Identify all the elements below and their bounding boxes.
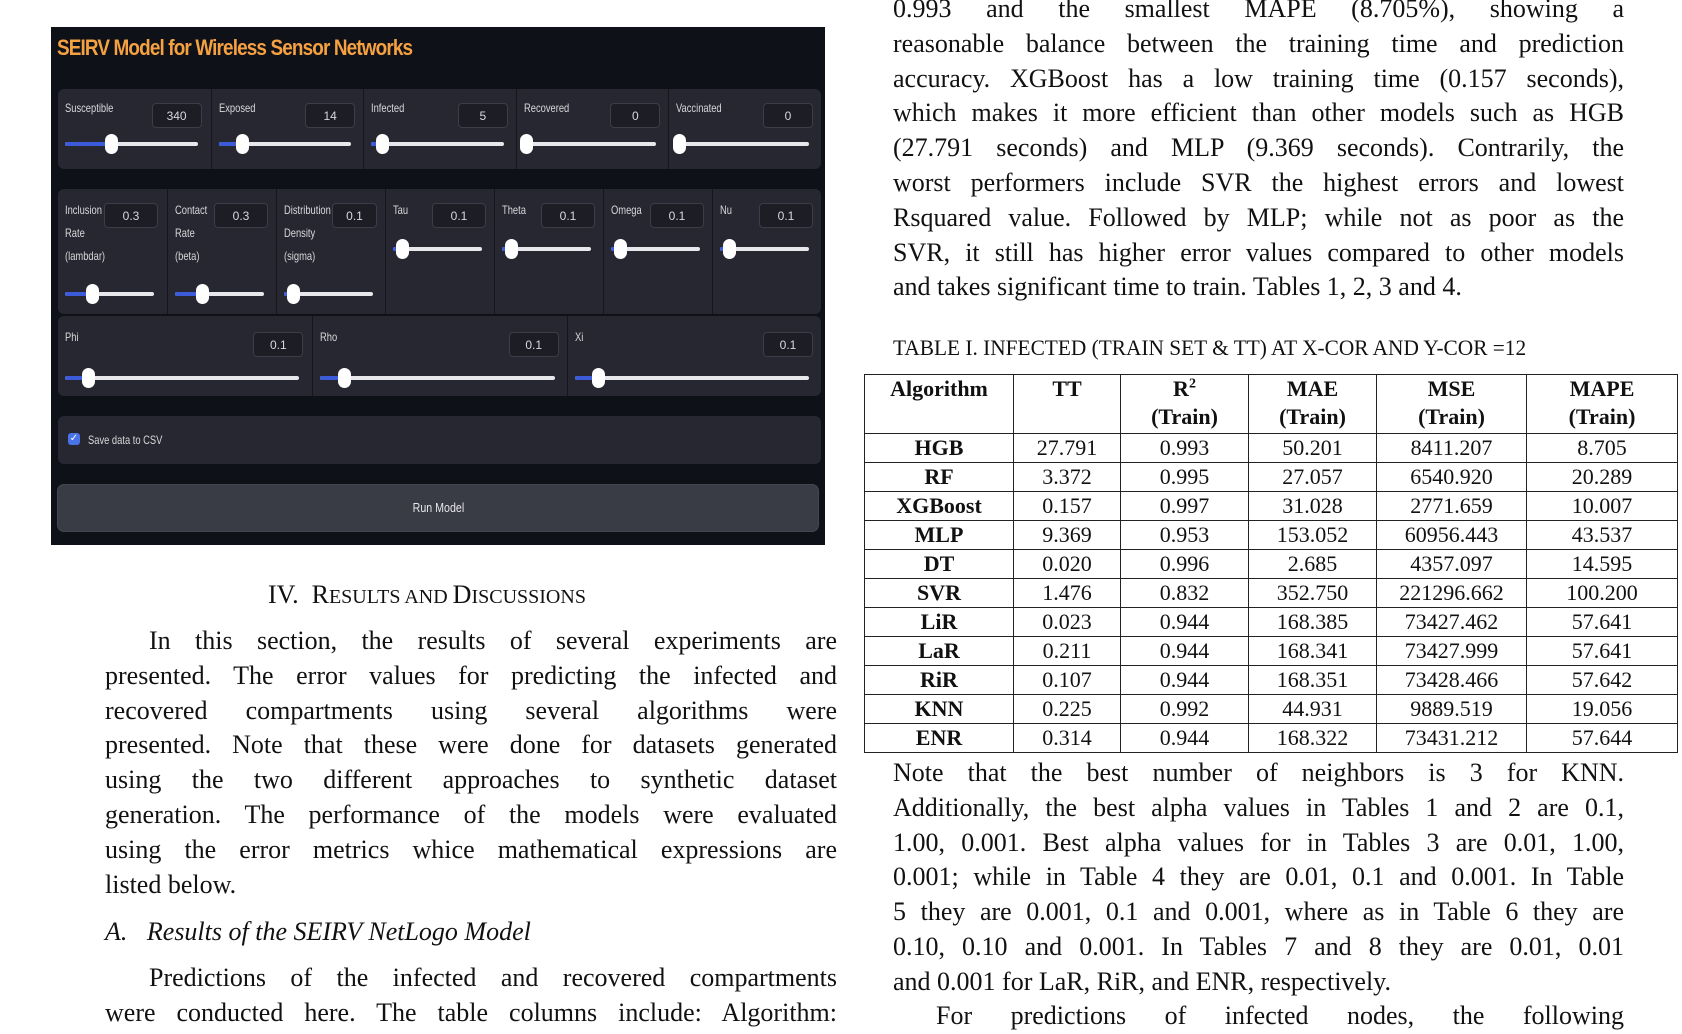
parameter-label: (lambdar) bbox=[65, 249, 106, 263]
algorithm-cell: ENR bbox=[865, 724, 1014, 753]
value-cell: 8.705 bbox=[1527, 434, 1678, 463]
distribution-slider[interactable] bbox=[284, 292, 373, 296]
algorithm-cell: DT bbox=[865, 550, 1014, 579]
parameter-label: Nu bbox=[720, 203, 732, 217]
theta-input[interactable]: 0.1 bbox=[541, 203, 595, 228]
save-csv-label: Save data to CSV bbox=[88, 433, 163, 447]
vaccinated-slider-thumb[interactable] bbox=[673, 134, 686, 154]
table-row bbox=[865, 463, 1678, 492]
parameter-theta bbox=[494, 189, 604, 314]
value-cell: 0.993 bbox=[1121, 434, 1249, 463]
inclusion-input[interactable]: 0.3 bbox=[104, 203, 158, 228]
paragraph-line: Predictions of the infected and recovered compartments bbox=[149, 963, 837, 992]
value-cell: 50.201 bbox=[1249, 434, 1377, 463]
table-caption: TABLE I. INFECTED (TRAIN SET & TT) AT X-COR AND Y-COR =12 bbox=[893, 335, 1527, 360]
column-header-subtitle: (Train) bbox=[1568, 404, 1636, 429]
algorithm-cell: LiR bbox=[865, 608, 1014, 637]
paragraph-line: listed below. bbox=[105, 869, 237, 899]
table-row bbox=[865, 695, 1678, 724]
omega-slider-thumb[interactable] bbox=[614, 239, 627, 259]
compartment-susceptible bbox=[58, 89, 211, 169]
paragraph-line: reasonable balance between the training time and prediction bbox=[893, 28, 1624, 58]
value-cell: 57.642 bbox=[1527, 666, 1678, 695]
intro-paragraph bbox=[105, 624, 837, 902]
column-header-title: MSE bbox=[1427, 376, 1476, 401]
vaccinated-slider[interactable] bbox=[676, 142, 809, 146]
paragraph-line: 0.001; while in Table 4 they are 0.01, 0.1 and 0.001. In Table bbox=[893, 862, 1624, 892]
secondary-parameter-panel bbox=[58, 316, 821, 396]
xi-input[interactable]: 0.1 bbox=[763, 332, 813, 357]
paragraph-line: SVR, it still has higher error values compared to other models bbox=[893, 237, 1624, 267]
compartment-label: Recovered bbox=[523, 101, 570, 115]
alpha-values-paragraph bbox=[893, 756, 1624, 1000]
paragraph-line: and takes significant time to train. Tables 1, 2, 3 and 4. bbox=[893, 272, 1462, 302]
compartment-recovered bbox=[516, 89, 670, 169]
rho-slider-thumb[interactable] bbox=[338, 368, 351, 388]
compartment-label: Exposed bbox=[218, 101, 256, 115]
value-cell: 43.537 bbox=[1527, 521, 1678, 550]
susceptible-slider[interactable] bbox=[65, 142, 198, 146]
compartment-vaccinated bbox=[668, 89, 822, 169]
section-heading bbox=[268, 580, 586, 610]
algorithm-cell: MLP bbox=[865, 521, 1014, 550]
value-cell: 9889.519 bbox=[1377, 695, 1527, 724]
contact-slider-thumb[interactable] bbox=[196, 284, 209, 304]
section-title-part: D bbox=[452, 580, 472, 609]
compartment-exposed bbox=[211, 89, 365, 169]
parameter-nu bbox=[712, 189, 822, 314]
results-table bbox=[864, 374, 1678, 753]
value-cell: 73427.999 bbox=[1377, 637, 1527, 666]
parameter-distribution bbox=[276, 189, 386, 314]
value-cell: 60956.443 bbox=[1377, 521, 1527, 550]
susceptible-slider-thumb[interactable] bbox=[105, 134, 118, 154]
tau-slider[interactable] bbox=[393, 247, 482, 251]
value-cell: 352.750 bbox=[1249, 579, 1377, 608]
value-cell: 73431.212 bbox=[1377, 724, 1527, 753]
paragraph-line: 0.993 and the smallest MAPE (8.705%), showing a bbox=[893, 0, 1624, 23]
value-cell: 0.211 bbox=[1014, 637, 1121, 666]
value-cell: 44.931 bbox=[1249, 695, 1377, 724]
vaccinated-input[interactable]: 0 bbox=[763, 103, 813, 128]
parameter-contact bbox=[167, 189, 277, 314]
value-cell: 8411.207 bbox=[1377, 434, 1527, 463]
value-cell: 0.944 bbox=[1121, 724, 1249, 753]
paragraph-line: generation. The performance of the models were evaluated bbox=[105, 799, 837, 829]
paragraph-line: (27.791 seconds) and MLP (9.369 seconds). Contrarily, the bbox=[893, 133, 1624, 163]
value-cell: 0.996 bbox=[1121, 550, 1249, 579]
omega-input[interactable]: 0.1 bbox=[650, 203, 704, 228]
parameter-label: Rho bbox=[320, 330, 338, 344]
column-header-superscript: 2 bbox=[1188, 376, 1196, 392]
algorithm-cell: LaR bbox=[865, 637, 1014, 666]
paragraph-line: Additionally, the best alpha values in Tables 1 and 2 are 0.1, bbox=[893, 792, 1624, 822]
algorithm-cell: KNN bbox=[865, 695, 1014, 724]
parameter-phi bbox=[58, 316, 312, 396]
value-cell: 31.028 bbox=[1249, 492, 1377, 521]
results-paragraph bbox=[105, 961, 837, 1031]
save-csv-checkbox[interactable]: ✓ bbox=[69, 433, 79, 444]
paragraph-line: Note that the best number of neighbors is 3 for KNN. bbox=[893, 758, 1624, 787]
table-row bbox=[865, 434, 1678, 463]
algorithm-cell: SVR bbox=[865, 579, 1014, 608]
algorithm-cell: HGB bbox=[865, 434, 1014, 463]
infected-slider-thumb[interactable] bbox=[376, 134, 389, 154]
nu-slider[interactable] bbox=[720, 247, 809, 251]
value-cell: 9.369 bbox=[1014, 521, 1121, 550]
value-cell: 168.385 bbox=[1249, 608, 1377, 637]
recovered-slider-thumb[interactable] bbox=[520, 134, 533, 154]
parameter-label: Contact bbox=[175, 203, 208, 217]
parameter-panel bbox=[58, 189, 821, 314]
section-title-part: ESULTS AND bbox=[328, 586, 453, 608]
column-header-subtitle: (Train) bbox=[1151, 404, 1218, 429]
section-title-part: R bbox=[311, 580, 329, 609]
compartment-label: Vaccinated bbox=[676, 101, 723, 115]
value-cell: 3.372 bbox=[1014, 463, 1121, 492]
paragraph-line: using the error metrics whice mathematical expressions are bbox=[105, 834, 837, 864]
inclusion-slider-thumb[interactable] bbox=[86, 284, 99, 304]
table-header-row bbox=[865, 375, 1678, 434]
column-header bbox=[1377, 375, 1527, 434]
value-cell: 14.595 bbox=[1527, 550, 1678, 579]
parameter-tau bbox=[385, 189, 495, 314]
exposed-slider-thumb[interactable] bbox=[236, 134, 249, 154]
column-header bbox=[1014, 375, 1121, 434]
value-cell: 0.157 bbox=[1014, 492, 1121, 521]
phi-slider-thumb[interactable] bbox=[82, 368, 95, 388]
value-cell: 0.995 bbox=[1121, 463, 1249, 492]
section-title bbox=[312, 580, 586, 609]
exposed-slider[interactable] bbox=[219, 142, 352, 146]
value-cell: 0.107 bbox=[1014, 666, 1121, 695]
value-cell: 73427.462 bbox=[1377, 608, 1527, 637]
paragraph-line: which makes it more efficient than other models such as HGB bbox=[893, 98, 1624, 128]
seirv-app-screenshot bbox=[51, 27, 825, 545]
parameter-label: Omega bbox=[611, 203, 642, 217]
value-cell: 0.225 bbox=[1014, 695, 1121, 724]
subsection-label: A. bbox=[105, 917, 128, 946]
value-cell: 57.641 bbox=[1527, 608, 1678, 637]
section-title-part: ISCUSSIONS bbox=[471, 586, 586, 608]
value-cell: 2.685 bbox=[1249, 550, 1377, 579]
parameter-label: Distribution bbox=[284, 203, 331, 217]
compartment-panel bbox=[58, 89, 821, 169]
app-title: SEIRV Model for Wireless Sensor Networks bbox=[57, 35, 413, 60]
table-row bbox=[865, 550, 1678, 579]
value-cell: 20.289 bbox=[1527, 463, 1678, 492]
column-header bbox=[865, 375, 1014, 434]
parameter-omega bbox=[603, 189, 713, 314]
value-cell: 0.944 bbox=[1121, 637, 1249, 666]
column-header bbox=[1121, 375, 1249, 434]
paragraph-line: presented. The error values for predicting the infected and bbox=[105, 660, 837, 690]
value-cell: 57.641 bbox=[1527, 637, 1678, 666]
discussion-paragraph bbox=[893, 0, 1624, 305]
value-cell: 168.351 bbox=[1249, 666, 1377, 695]
value-cell: 57.644 bbox=[1527, 724, 1678, 753]
column-header-title: TT bbox=[1052, 376, 1082, 401]
subsection-heading bbox=[105, 917, 531, 947]
paragraph-line: worst performers include SVR the highest errors and lowest bbox=[893, 167, 1624, 197]
susceptible-input[interactable]: 340 bbox=[152, 103, 202, 128]
infected-input[interactable]: 5 bbox=[458, 103, 508, 128]
save-csv-panel bbox=[58, 416, 821, 464]
value-cell: 6540.920 bbox=[1377, 463, 1527, 492]
column-header-subtitle: (Train) bbox=[1279, 404, 1346, 429]
column-header bbox=[1249, 375, 1377, 434]
value-cell: 221296.662 bbox=[1377, 579, 1527, 608]
parameter-label: Tau bbox=[393, 203, 409, 217]
tau-input[interactable]: 0.1 bbox=[432, 203, 486, 228]
parameter-xi bbox=[567, 316, 822, 396]
value-cell: 0.832 bbox=[1121, 579, 1249, 608]
subsection-title: Results of the SEIRV NetLogo Model bbox=[146, 917, 531, 946]
contact-slider[interactable] bbox=[175, 292, 264, 296]
value-cell: 4357.097 bbox=[1377, 550, 1527, 579]
xi-slider-thumb[interactable] bbox=[592, 368, 605, 388]
contact-input[interactable]: 0.3 bbox=[214, 203, 268, 228]
table-row bbox=[865, 666, 1678, 695]
parameter-label: Density bbox=[284, 226, 316, 240]
nu-slider-thumb[interactable] bbox=[723, 239, 736, 259]
parameter-label: Rate bbox=[65, 226, 85, 240]
parameter-label: Theta bbox=[502, 203, 526, 217]
exposed-input[interactable]: 14 bbox=[305, 103, 355, 128]
phi-input[interactable]: 0.1 bbox=[253, 332, 303, 357]
column-header bbox=[1527, 375, 1678, 434]
parameter-label: Inclusion bbox=[65, 203, 102, 217]
value-cell: 168.341 bbox=[1249, 637, 1377, 666]
compartment-label: Infected bbox=[371, 101, 405, 115]
value-cell: 0.314 bbox=[1014, 724, 1121, 753]
paragraph-line: using the two different approaches to synthetic dataset bbox=[105, 765, 837, 795]
table-body bbox=[865, 434, 1678, 753]
phi-slider[interactable] bbox=[65, 376, 299, 380]
paragraph-line: were conducted here. The table columns include: Algorithm: bbox=[105, 997, 837, 1027]
parameter-label: Phi bbox=[65, 330, 79, 344]
value-cell: 0.992 bbox=[1121, 695, 1249, 724]
omega-slider[interactable] bbox=[611, 247, 700, 251]
parameter-label: (sigma) bbox=[284, 249, 316, 263]
table-row bbox=[865, 579, 1678, 608]
theta-slider-thumb[interactable] bbox=[505, 239, 518, 259]
compartment-label: Susceptible bbox=[65, 101, 114, 115]
column-header-title: MAPE bbox=[1569, 376, 1635, 401]
value-cell: 0.953 bbox=[1121, 521, 1249, 550]
algorithm-cell: RiR bbox=[865, 666, 1014, 695]
parameter-rho bbox=[312, 316, 567, 396]
value-cell: 0.944 bbox=[1121, 666, 1249, 695]
column-header-title: R bbox=[1173, 376, 1189, 401]
distribution-input[interactable]: 0.1 bbox=[332, 203, 377, 228]
value-cell: 168.322 bbox=[1249, 724, 1377, 753]
table-row bbox=[865, 521, 1678, 550]
value-cell: 73428.466 bbox=[1377, 666, 1527, 695]
value-cell: 153.052 bbox=[1249, 521, 1377, 550]
value-cell: 0.023 bbox=[1014, 608, 1121, 637]
paragraph-line: and 0.001 for LaR, RiR, and ENR, respectively. bbox=[893, 966, 1391, 996]
column-header-subtitle: (Train) bbox=[1418, 404, 1485, 429]
nu-input[interactable]: 0.1 bbox=[759, 203, 813, 228]
table-row bbox=[865, 637, 1678, 666]
column-header-title: MAE bbox=[1286, 376, 1339, 401]
section-number: IV. bbox=[268, 580, 299, 609]
infected-slider[interactable] bbox=[371, 142, 504, 146]
run-model-label: Run Model bbox=[412, 500, 464, 515]
compartment-infected bbox=[363, 89, 517, 169]
parameter-label: Xi bbox=[574, 330, 583, 344]
value-cell: 1.476 bbox=[1014, 579, 1121, 608]
value-cell: 27.791 bbox=[1014, 434, 1121, 463]
paragraph-line: Rsquared value. Followed by MLP; while not as poor as the bbox=[893, 202, 1624, 232]
paragraph-line: For predictions of infected nodes, the following bbox=[936, 1001, 1624, 1030]
value-cell: 19.056 bbox=[1527, 695, 1678, 724]
value-cell: 0.997 bbox=[1121, 492, 1249, 521]
recovered-slider[interactable] bbox=[524, 142, 657, 146]
paragraph-line: 0.10, 0.10 and 0.001. In Tables 7 and 8 they are 0.01, 0.01 bbox=[893, 931, 1624, 961]
rho-slider[interactable] bbox=[320, 376, 554, 380]
parameter-label: (beta) bbox=[175, 249, 200, 263]
inclusion-slider[interactable] bbox=[65, 292, 154, 296]
paragraph-line: recovered compartments using several algorithms were bbox=[105, 695, 837, 725]
column-header-title: Algorithm bbox=[890, 376, 988, 401]
paragraph-line: 1.00, 0.001. Best alpha values for in Tables 3 are 0.01, 1.00, bbox=[893, 827, 1624, 857]
value-cell: 100.200 bbox=[1527, 579, 1678, 608]
tau-slider-thumb[interactable] bbox=[396, 239, 409, 259]
paragraph-line: accuracy. XGBoost has a low training time (0.157 seconds), bbox=[893, 63, 1624, 93]
value-cell: 27.057 bbox=[1249, 463, 1377, 492]
value-cell: 2771.659 bbox=[1377, 492, 1527, 521]
algorithm-cell: RF bbox=[865, 463, 1014, 492]
paragraph-line: presented. Note that these were done for datasets generated bbox=[105, 730, 837, 760]
rho-input[interactable]: 0.1 bbox=[509, 332, 559, 357]
algorithm-cell: XGBoost bbox=[865, 492, 1014, 521]
recovered-input[interactable]: 0 bbox=[610, 103, 660, 128]
run-model-button[interactable] bbox=[57, 484, 819, 532]
value-cell: 0.944 bbox=[1121, 608, 1249, 637]
parameter-label: Rate bbox=[175, 226, 195, 240]
paragraph-line: In this section, the results of several experiments are bbox=[149, 626, 837, 655]
theta-slider[interactable] bbox=[502, 247, 591, 251]
table-row bbox=[865, 608, 1678, 637]
value-cell: 10.007 bbox=[1527, 492, 1678, 521]
table-row bbox=[865, 492, 1678, 521]
paragraph-line: 5 they are 0.001, 0.1 and 0.001, where as in Table 6 they are bbox=[893, 897, 1624, 927]
value-cell: 0.020 bbox=[1014, 550, 1121, 579]
table-row bbox=[865, 724, 1678, 753]
parameter-inclusion bbox=[58, 189, 167, 314]
xi-slider[interactable] bbox=[575, 376, 809, 380]
predictions-paragraph bbox=[893, 999, 1624, 1034]
distribution-slider-thumb[interactable] bbox=[287, 284, 300, 304]
